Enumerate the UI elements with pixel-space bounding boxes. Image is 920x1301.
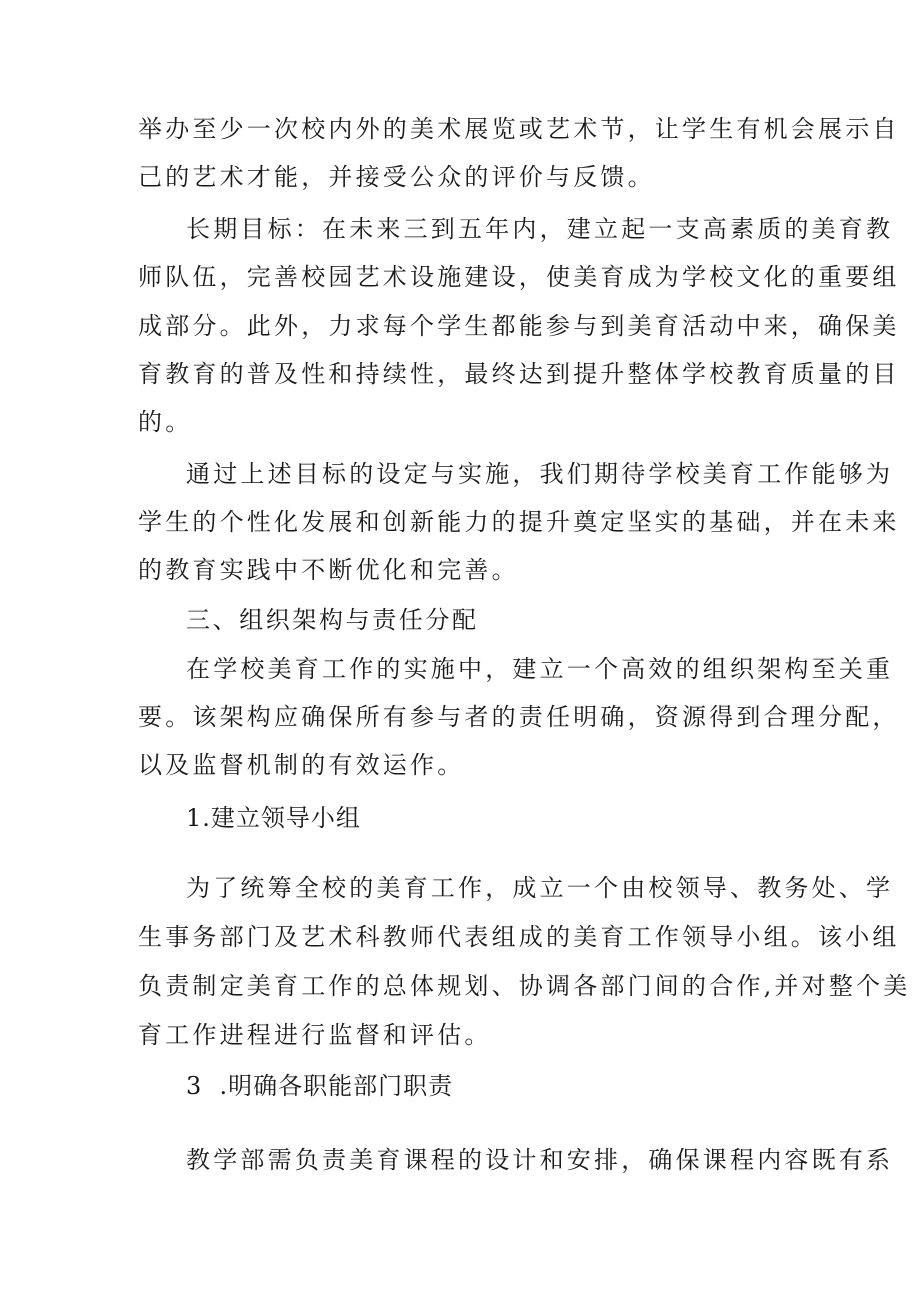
para5-line-1: 为了统筹全校的美育工作，成立一个由校领导、教务处、学 xyxy=(186,874,894,902)
para3-line-1: 通过上述目标的设定与实施，我们期待学校美育工作能够为 xyxy=(186,460,894,488)
para5-line-3: 负责制定美育工作的总体规划、协调各部门间的合作,并对整个美 xyxy=(138,972,911,1000)
para1-line-2: 己的艺术才能，并接受公众的评价与反馈。 xyxy=(138,163,655,191)
para6-line-1: 教学部需负责美育课程的设计和安排，确保课程内容既有系 xyxy=(186,1146,894,1174)
subheading-leadership-group: 1.建立领导小组 xyxy=(186,804,361,832)
section-heading: 三、组织架构与责任分配 xyxy=(186,606,479,634)
para2-line-4: 育教育的普及性和持续性，最终达到提升整体学校教育质量的目 xyxy=(138,360,900,388)
para4-line-3: 以及监督机制的有效运作。 xyxy=(138,751,465,779)
para5-line-2: 生事务部门及艺术科教师代表组成的美育工作领导小组。该小组 xyxy=(138,923,900,951)
para3-line-2: 学生的个性化发展和创新能力的提升奠定坚实的基础，并在未来 xyxy=(138,508,900,536)
para4-line-1: 在学校美育工作的实施中，建立一个高效的组织架构至关重 xyxy=(186,655,894,683)
para3-line-3: 的教育实践中不断优化和完善。 xyxy=(138,556,519,584)
para2-line-1: 长期目标：在未来三到五年内，建立起一支高素质的美育教 xyxy=(186,215,894,243)
para5-line-4: 育工作进程进行监督和评估。 xyxy=(138,1021,492,1049)
para2-line-2: 师队伍，完善校园艺术设施建设，使美育成为学校文化的重要组 xyxy=(138,263,900,291)
para2-line-3: 成部分。此外，力求每个学生都能参与到美育活动中来，确保美 xyxy=(138,312,900,340)
para1-line-1: 举办至少一次校内外的美术展览或艺术节，让学生有机会展示自 xyxy=(138,115,900,143)
para4-line-2: 要。该架构应确保所有参与者的责任明确，资源得到合理分配， xyxy=(138,703,900,731)
para2-line-5: 的。 xyxy=(138,408,193,436)
subheading-department-duties: 3 .明确各职能部门职责 xyxy=(186,1072,454,1100)
